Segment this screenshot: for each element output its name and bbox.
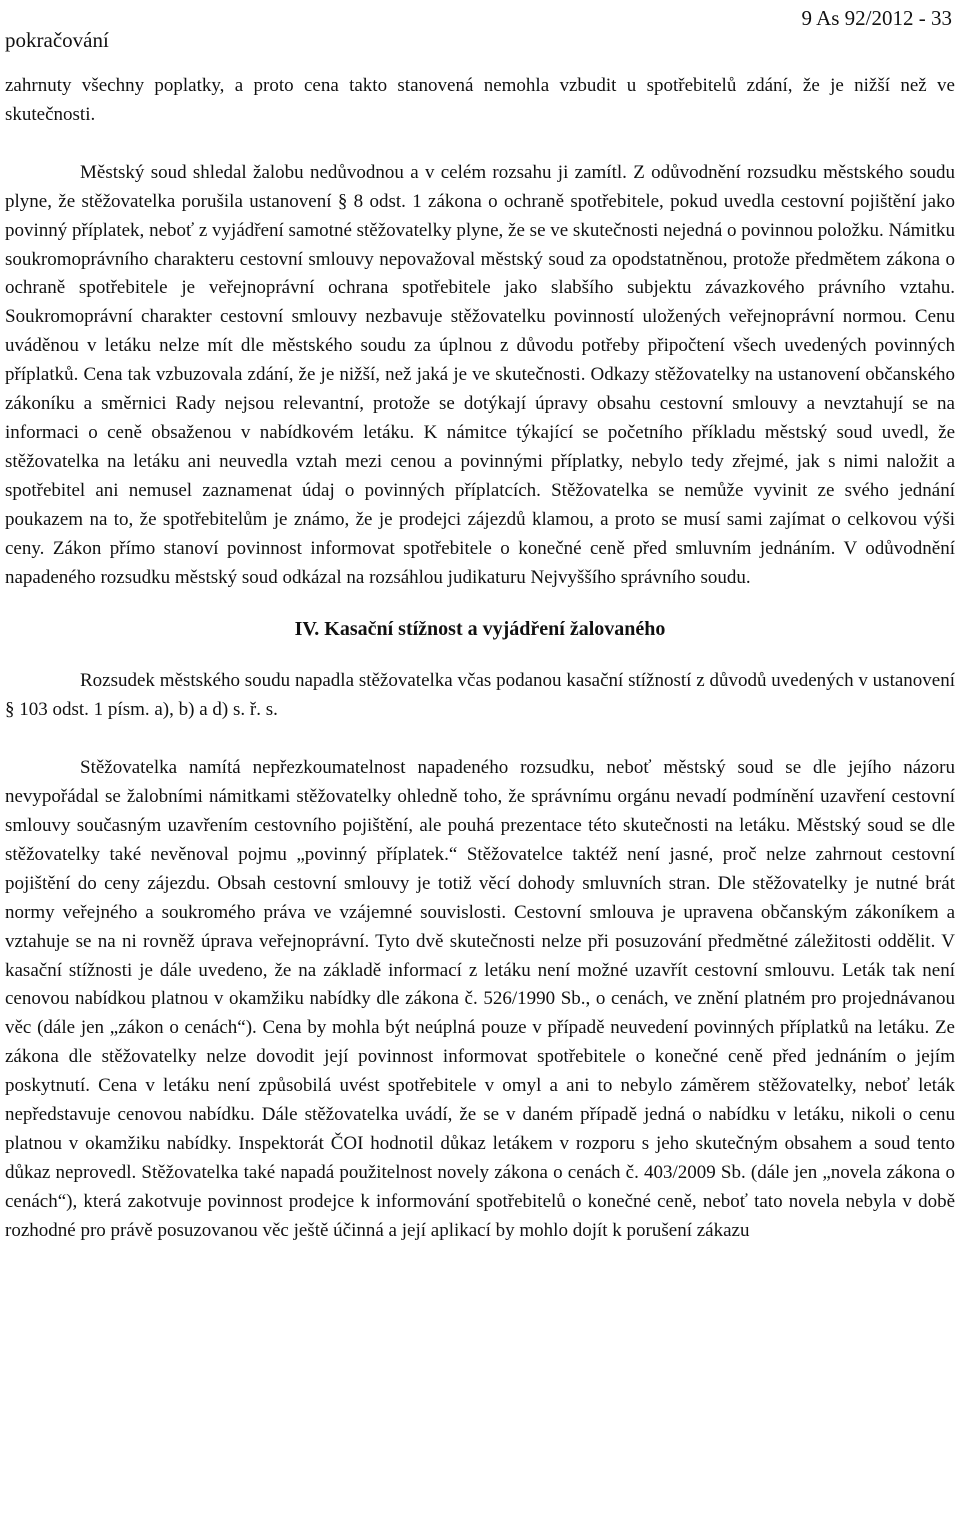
paragraph-4: Stěžovatelka namítá nepřezkoumatelnost napadeného rozsudku, neboť městský soud se dle jejího názoru nevypořádal se žalobními námitkami stěžovatelky ohledně toho, že správnímu orgánu nevadí podmínění uzavření cestovní smlouvy současným uzavřením cestovního pojištění, ale pouhá prezentace této skutečnosti na letáku. Městský soud se dle stěžovatelky také nevěnoval pojmu „povinný příplatek.“ Stěžovatelce taktéž není jasné, proč nelze zahrnout cestovní pojištění do ceny zájezdu. Obsah cestovní smlouvy je totiž věcí dohody smluvních stran. Dle stěžovatelky je nutné brát normy veřejného a soukromého práva ve vzájemné souvislosti. Cestovní smlouva je upravena občanským zákoníkem a vztahuje se na ni rovněž úprava veřejnoprávní. Tyto dvě skutečnosti nelze při posuzování předmětné záležitosti oddělit. V kasační stížnosti je dále uvedeno, že na základě informací z letáku není možné uzavřít cestovní smlouvu. Leták tak není cenovou nabídkou platnou v okamžiku nabídky dle zákona č. 526/1990 Sb., o cenách, ve znění platném pro projednávanou věc (dále jen „zákon o cenách“). Cena by mohla být neúplná pouze v případě neuvedení povinných příplatků na letáku. Ze zákona dle stěžovatelky nelze dovodit její povinnost informovat spotřebitele o konečné ceně před jednáním o jejím poskytnutí. Cena v letáku není způsobilá uvést spotřebitele v omyl a ani to nebylo záměrem stěžovatelky, neboť leták nepředstavuje cenovou nabídku. Dále stěžovatelka uvádí, že se v daném případě jedná o nabídku v letáku, nikoli o cenu platnou v okamžiku nabídky. Inspektorát ČOI hodnotil důkaz letákem v rozporu s jeho skutečným obsahem a soud tento důkaz neprovedl. Stěžovatelka také napadá použitelnost novely zákona o cenách č. 403/2009 Sb. (dále jen „novela zákona o cenách“), která zakotvuje povinnost prodejce k informování spotřebitelů o konečné ceně, neboť tato novela nebyla v době rozhodné pro právě posuzovanou věc ještě účinná a její aplikací by mohlo dojít k porušení zákazu [5,757,955,1241]
case-number: 9 As 92/2012 - 33 [801,6,952,30]
section-heading: IV. Kasační stížnost a vyjádření žalovaného [294,618,666,641]
paragraph-1: zahrnuty všechny poplatky, a proto cena takto stanovená nemohla vzbudit u spotřebitelů zdání, že je nižší než ve skutečnosti. [5,75,955,125]
document-body [5,72,955,1246]
paragraph-2: Městský soud shledal žalobu nedůvodnou a v celém rozsahu ji zamítl. Z odůvodnění rozsudku městského soudu plyne, že stěžovatelka porušila ustanovení § 8 odst. 1 zákona o ochraně spotřebitele, pokud uvedla cestovní pojištění jako povinný příplatek, neboť z vyjádření samotné stěžovatelky plyne, že se ve skutečnosti nejedná o povinnou položku. Námitku soukromoprávního charakteru cestovní smlouvy nepovažoval městský soud za opodstatněnou, protože předmětem zákona o ochraně spotřebitele je veřejnoprávní ochrana spotřebitele jako slabšího subjektu závazkového právního vztahu. Soukromoprávní charakter cestovní smlouvy nezbavuje stěžovatelku povinností uložených veřejnoprávní normou. Cenu uváděnou v letáku nelze mít dle městského soudu za úplnou z důvodu potřeby připočtení všech uvedených povinných příplatků. Cena tak vzbuzovala zdání, že je nižší, než jaká je ve skutečnosti. Odkazy stěžovatelky na ustanovení občanského zákoníku a směrnici Rady nejsou relevantní, protože se dotýkají úpravy obsahu cestovní smlouvy a nevztahují se na informaci o ceně obsaženou v nabídkovém letáku. K námitce týkající se početního příkladu městský soud uvedl, že stěžovatelka na letáku ani neuvedla vztah mezi cenou a povinnými příplatky, nebylo tedy zřejmé, jak s nimi naložit a spotřebitel ani nemusel zaznamenat údaj o povinných příplatcích. Stěžovatelka se nemůže vyvinit ze svého jednání poukazem na to, že spotřebitelům je známo, že je prodejci zájezdů klamou, a proto se musí sami zajímat o celkovou výši ceny. Zákon přímo stanoví povinnost informovat spotřebitele o konečné ceně před smluvním jednáním. V odůvodnění napadeného rozsudku městský soud odkázal na rozsáhlou judikaturu Nejvyššího správního soudu. [5,161,955,588]
continuation-label: pokračování [5,28,109,52]
paragraph-3: Rozsudek městského soudu napadla stěžovatelka včas podanou kasační stížností z důvodů uvedených v ustanovení § 103 odst. 1 písm. a), b) a d) s. ř. s. [5,670,955,721]
